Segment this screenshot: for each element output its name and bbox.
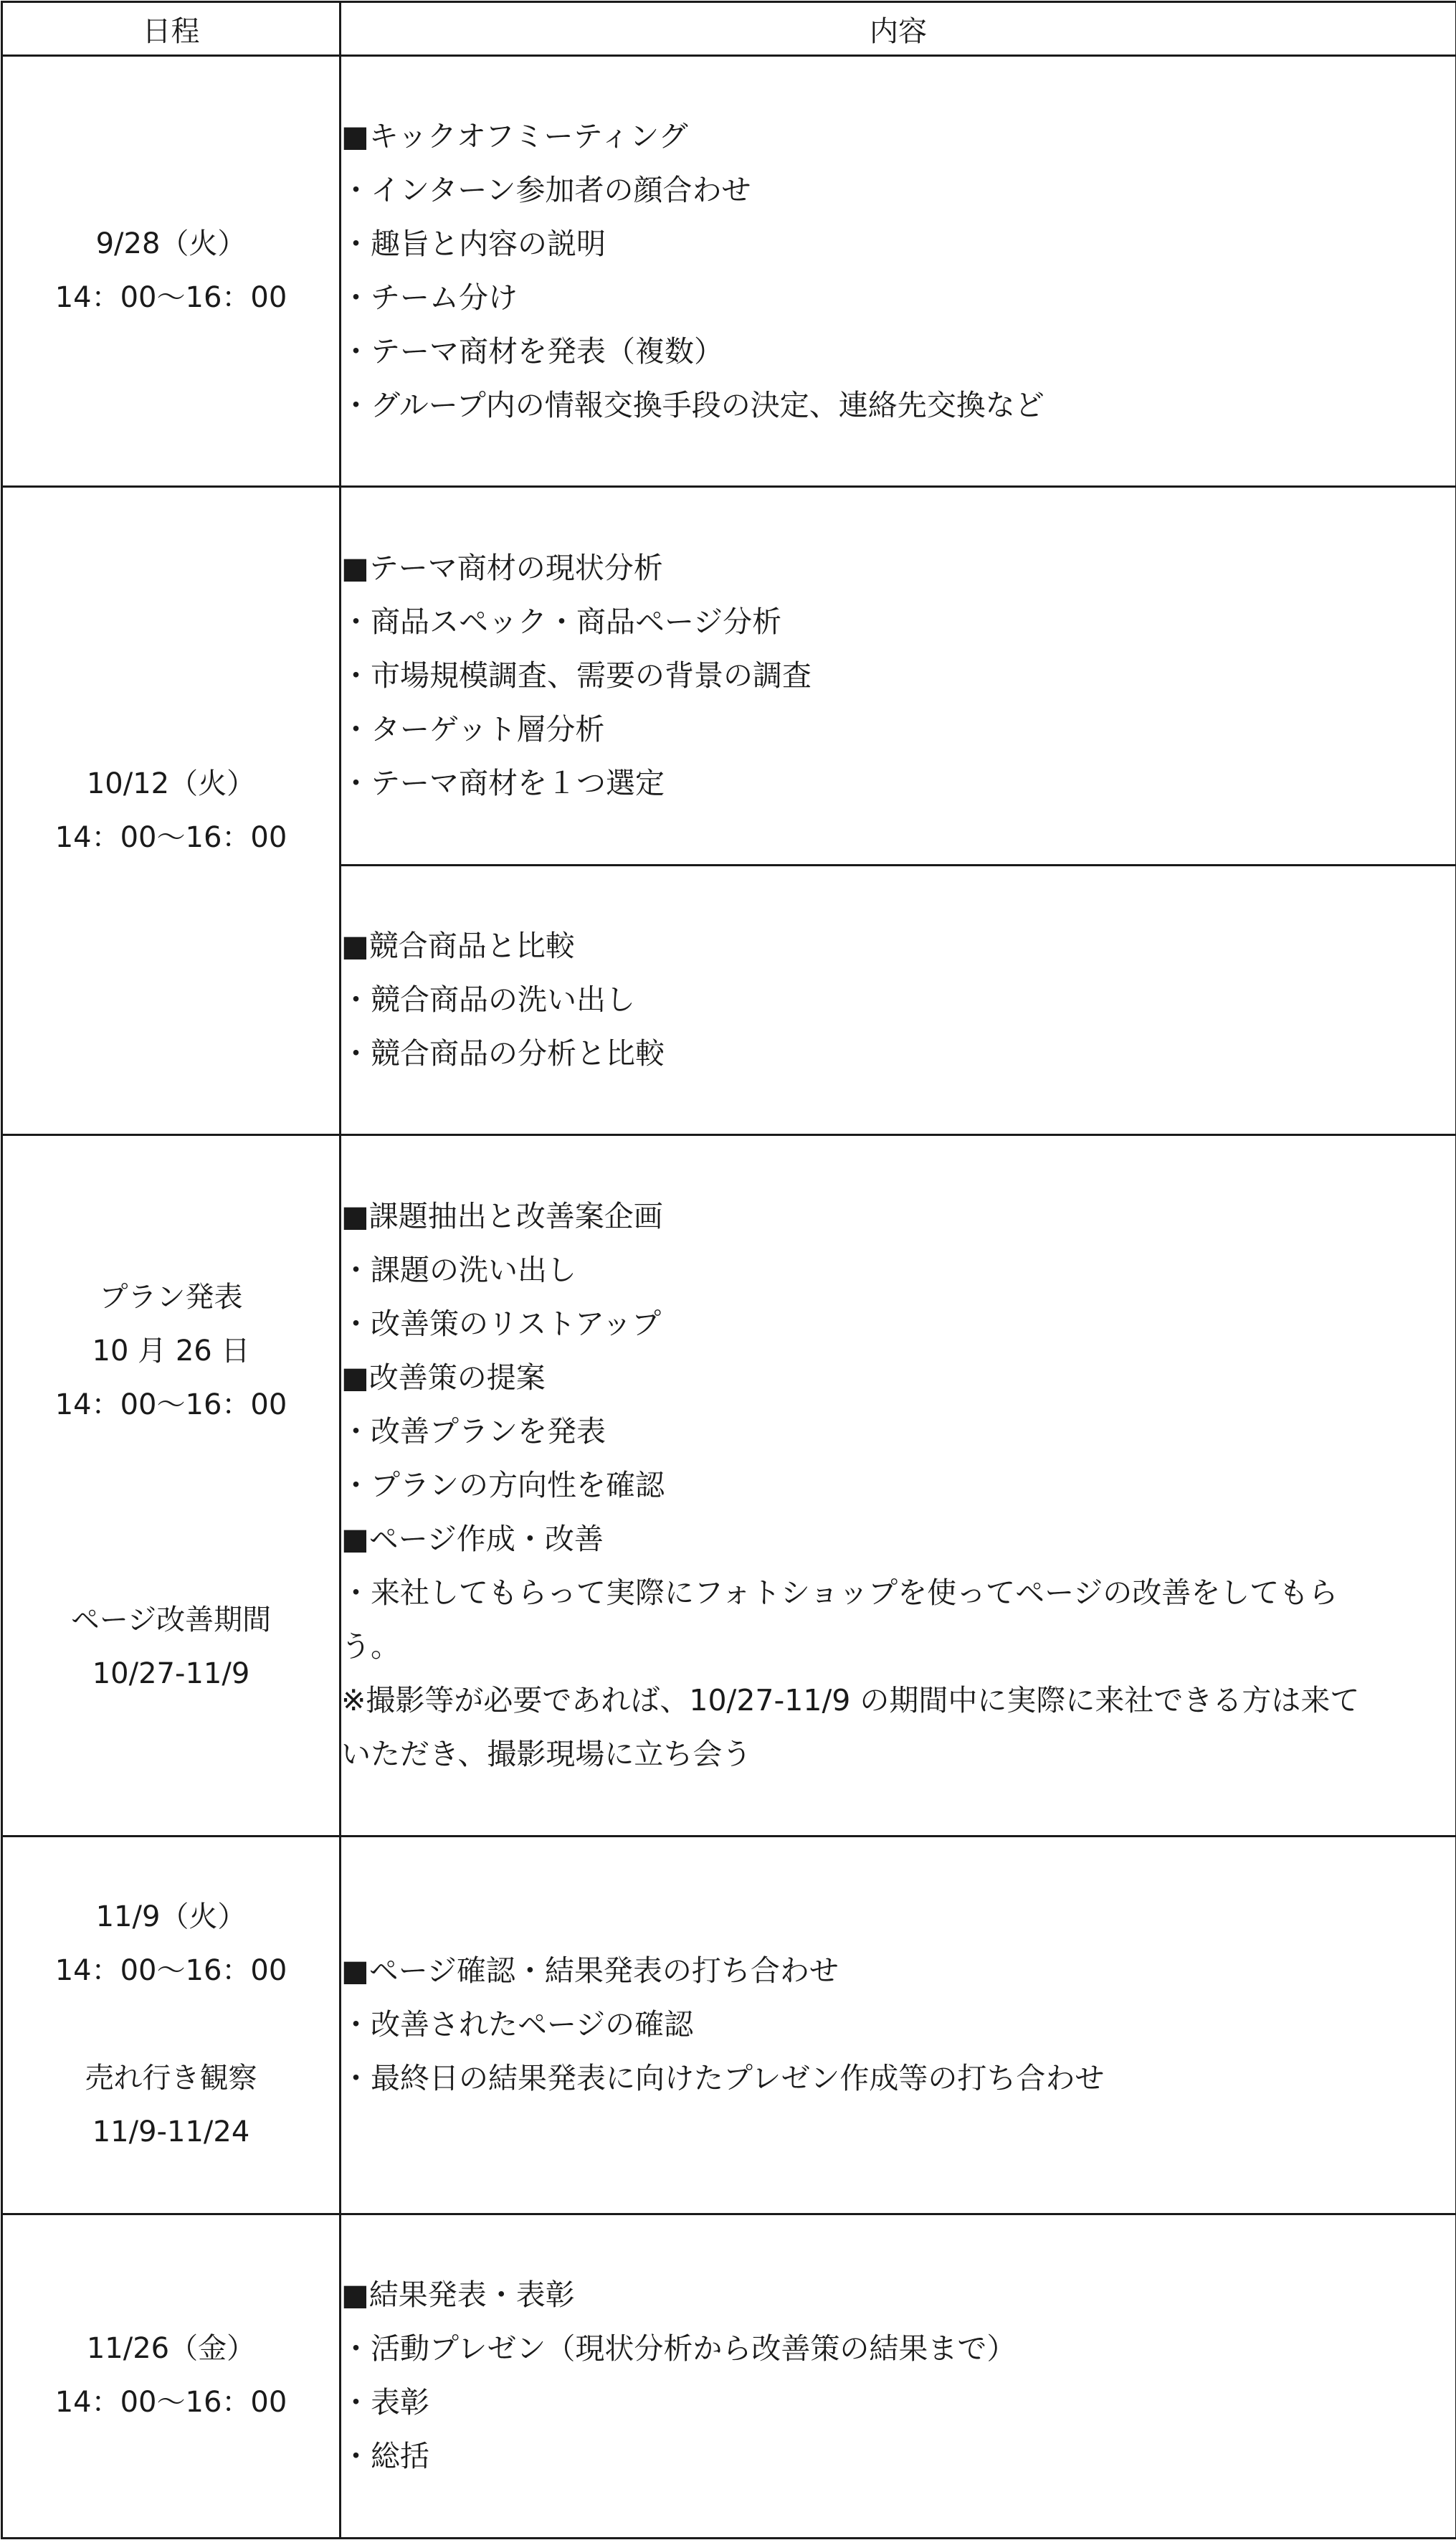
content-cell [341, 56, 1456, 487]
date-cell [2, 56, 341, 487]
bullet-item: ・活動プレゼン（現状分析から改善策の結果まで） [341, 2331, 1017, 2366]
date-line: 10/12（火） [86, 767, 256, 800]
schedule-row-plan [2, 1135, 1456, 1836]
section-heading: ■競合商品と比較 [341, 929, 575, 963]
bullet-item: ・テーマ商材を１つ選定 [341, 765, 665, 800]
schedule-row-analysis [2, 487, 1456, 865]
content-cell [341, 1135, 1456, 1836]
time-line: 14：00〜16：00 [54, 281, 287, 315]
bullet-item: ・来社してもらって実際にフォトショップを使ってページの改善をしてもら [341, 1575, 1338, 1611]
bullet-item: ・市場規模調査、需要の背景の調査 [341, 658, 812, 693]
date-cell [2, 2214, 341, 2538]
bullet-item: ・改善されたページの確認 [341, 2007, 694, 2042]
content-cell [341, 487, 1456, 865]
bullet-item: ・テーマ商材を発表（複数） [341, 334, 723, 369]
content-cell [341, 1836, 1456, 2214]
date-cell [2, 1135, 341, 1836]
bullet-item: ・グループ内の情報交換手段の決定、連絡先交換など [341, 388, 1045, 423]
bullet-item: ・商品スペック・商品ページ分析 [341, 604, 782, 639]
section-heading: ■課題抽出と改善案企画 [341, 1199, 663, 1234]
time-line: 14：00〜16：00 [54, 1954, 287, 1988]
spacer [3, 1998, 339, 2052]
date-line: 11/26（金） [86, 2332, 256, 2366]
bullet-item-continuation: う。 [341, 1629, 400, 1664]
bullet-item: ・ターゲット層分析 [341, 711, 605, 747]
period-range: 10/27-11/9 [92, 1657, 250, 1690]
spacer [3, 1432, 339, 1486]
bullet-item: ・チーム分け [341, 280, 518, 316]
time-line: 14：00〜16：00 [54, 2386, 287, 2420]
time-line: 14：00〜16：00 [54, 820, 287, 854]
date-cell [2, 487, 341, 1135]
section-heading: ■キックオフミーティング [341, 119, 688, 154]
period-label: 売れ行き観察 [85, 2062, 257, 2095]
content-cell [341, 2214, 1456, 2538]
bullet-item: ・総括 [341, 2439, 429, 2474]
note-item: ※撮影等が必要であれば、10/27-11/9 の期間中に実際に来社できる方は来て [341, 1683, 1360, 1718]
period-label: ページ改善期間 [70, 1603, 272, 1636]
bullet-item: ・プランの方向性を確認 [341, 1468, 665, 1503]
bullet-item: ・表彰 [341, 2385, 429, 2420]
bullet-item: ・インターン参加者の顔合わせ [341, 173, 751, 208]
bullet-item: ・課題の洗い出し [341, 1253, 576, 1288]
schedule-row-review [2, 1836, 1456, 2214]
date-line: 10 月 26 日 [92, 1334, 250, 1368]
spacer [3, 1486, 339, 1540]
date-column-header: 日程 [2, 2, 341, 56]
date-label: プラン発表 [99, 1280, 243, 1314]
date-line: 9/28（火） [95, 227, 247, 261]
section-heading: ■結果発表・表彰 [341, 2278, 575, 2313]
bullet-item: ・趣旨と内容の説明 [341, 227, 606, 262]
time-line: 14：00〜16：00 [54, 1388, 287, 1421]
period-range: 11/9-11/24 [92, 2115, 250, 2149]
bullet-item: ・競合商品の分析と比較 [341, 1036, 665, 1071]
content-column-header: 内容 [341, 2, 1456, 56]
section-heading: ■改善策の提案 [341, 1360, 546, 1395]
date-cell [2, 1836, 341, 2214]
bullet-item: ・最終日の結果発表に向けたプレゼン作成等の打ち合わせ [341, 2061, 1105, 2096]
spacer [3, 1540, 339, 1593]
schedule-table [1, 1, 1456, 2539]
content-cell [341, 865, 1456, 1135]
header-row [2, 2, 1456, 56]
note-item-continuation: いただき、撮影現場に立ち会う [341, 1737, 752, 1772]
section-heading: ■ページ確認・結果発表の打ち合わせ [341, 1953, 839, 1989]
date-line: 11/9（火） [95, 1900, 247, 1934]
schedule-row-kickoff [2, 56, 1456, 487]
schedule-row-results [2, 2214, 1456, 2538]
section-heading: ■テーマ商材の現状分析 [341, 550, 663, 585]
section-heading: ■ページ作成・改善 [341, 1522, 604, 1557]
bullet-item: ・競合商品の洗い出し [341, 982, 635, 1017]
bullet-item: ・改善プランを発表 [341, 1414, 606, 1449]
bullet-item: ・改善策のリストアップ [341, 1307, 662, 1342]
